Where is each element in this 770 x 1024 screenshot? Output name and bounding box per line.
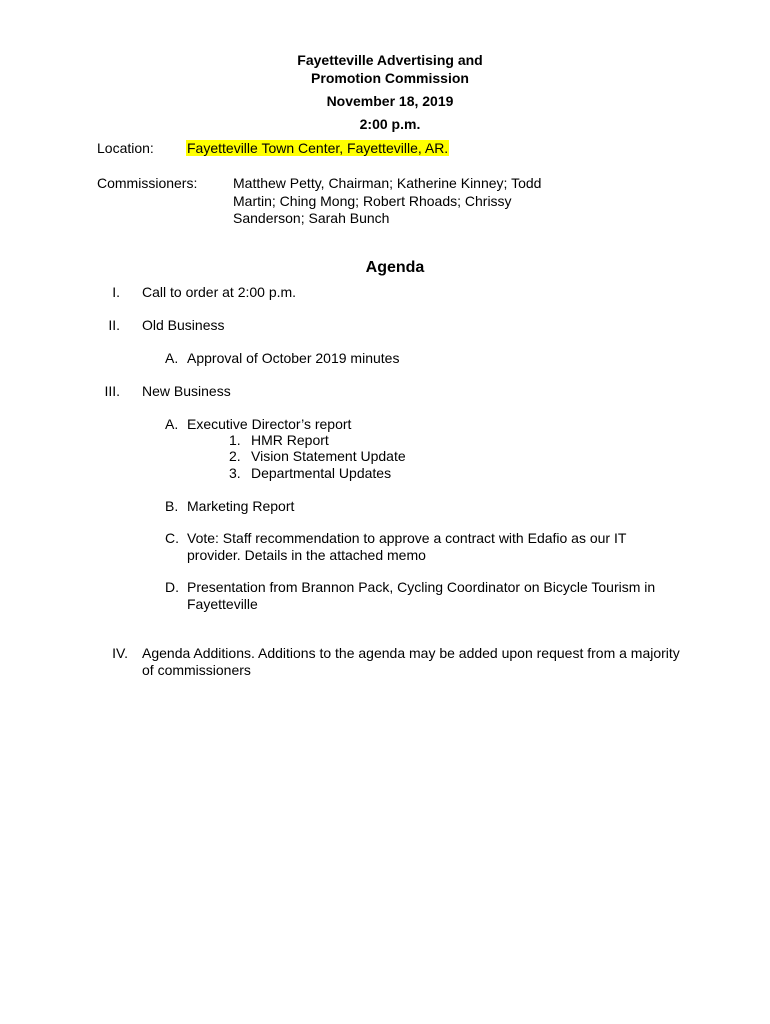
agenda-heading: Agenda	[365, 259, 425, 276]
subsubitem-text: Departmental Updates	[251, 465, 392, 481]
subitem-letter: C.	[165, 530, 179, 546]
agenda-item-text-line-1: Agenda Additions. Additions to the agenda may be added upon request from a majority	[142, 645, 680, 661]
subitem-text-line-2: Fayetteville	[187, 596, 258, 612]
title-line-1: Fayetteville Advertising and	[297, 52, 483, 68]
subsubitem-num: 3.	[229, 465, 241, 481]
commissioners-label: Commissioners:	[97, 175, 198, 191]
meeting-time: 2:00 p.m.	[359, 116, 421, 132]
agenda-item-num: I.	[112, 284, 120, 300]
agenda-item-num: IV.	[112, 645, 128, 661]
commissioners-line-3: Sanderson; Sarah Bunch	[233, 210, 390, 226]
agenda-item-text: Old Business	[142, 317, 225, 333]
agenda-item-text: Call to order at 2:00 p.m.	[142, 284, 297, 300]
subitem-letter: A.	[165, 416, 179, 432]
subitem-letter: D.	[165, 579, 179, 595]
location-value	[186, 140, 449, 157]
commissioners-line-2: Martin; Ching Mong; Robert Rhoads; Chrissy	[233, 193, 512, 209]
location-highlight: Fayetteville Town Center, Fayetteville, AR.	[187, 140, 449, 156]
subitem-letter: A.	[165, 350, 179, 366]
subsubitem-num: 1.	[229, 432, 241, 448]
subsubitem-num: 2.	[229, 448, 241, 464]
commissioners-line-1: Matthew Petty, Chairman; Katherine Kinney; Todd	[233, 175, 542, 191]
subitem-text: Approval of October 2019 minutes	[187, 350, 400, 366]
subitem-letter: B.	[165, 498, 179, 514]
subitem-text-line-2: provider. Details in the attached memo	[187, 547, 426, 563]
agenda-item-text: New Business	[142, 383, 231, 399]
subsubitem-text: HMR Report	[251, 432, 329, 448]
meeting-date: November 18, 2019	[326, 93, 454, 109]
agenda-item-num: II.	[108, 317, 120, 333]
subitem-text-line-1: Presentation from Brannon Pack, Cycling Coordinator on Bicycle Tourism in	[187, 579, 656, 595]
subitem-text-line-1: Vote: Staff recommendation to approve a contract with Edafio as our IT	[187, 530, 627, 546]
agenda-item-text-line-2: of commissioners	[142, 662, 251, 678]
location-label: Location:	[97, 140, 154, 156]
subitem-text: Marketing Report	[187, 498, 295, 514]
subitem-text: Executive Director’s report	[187, 416, 352, 432]
title-line-2: Promotion Commission	[311, 70, 469, 86]
agenda-item-num: III.	[104, 383, 120, 399]
subsubitem-text: Vision Statement Update	[251, 448, 406, 464]
